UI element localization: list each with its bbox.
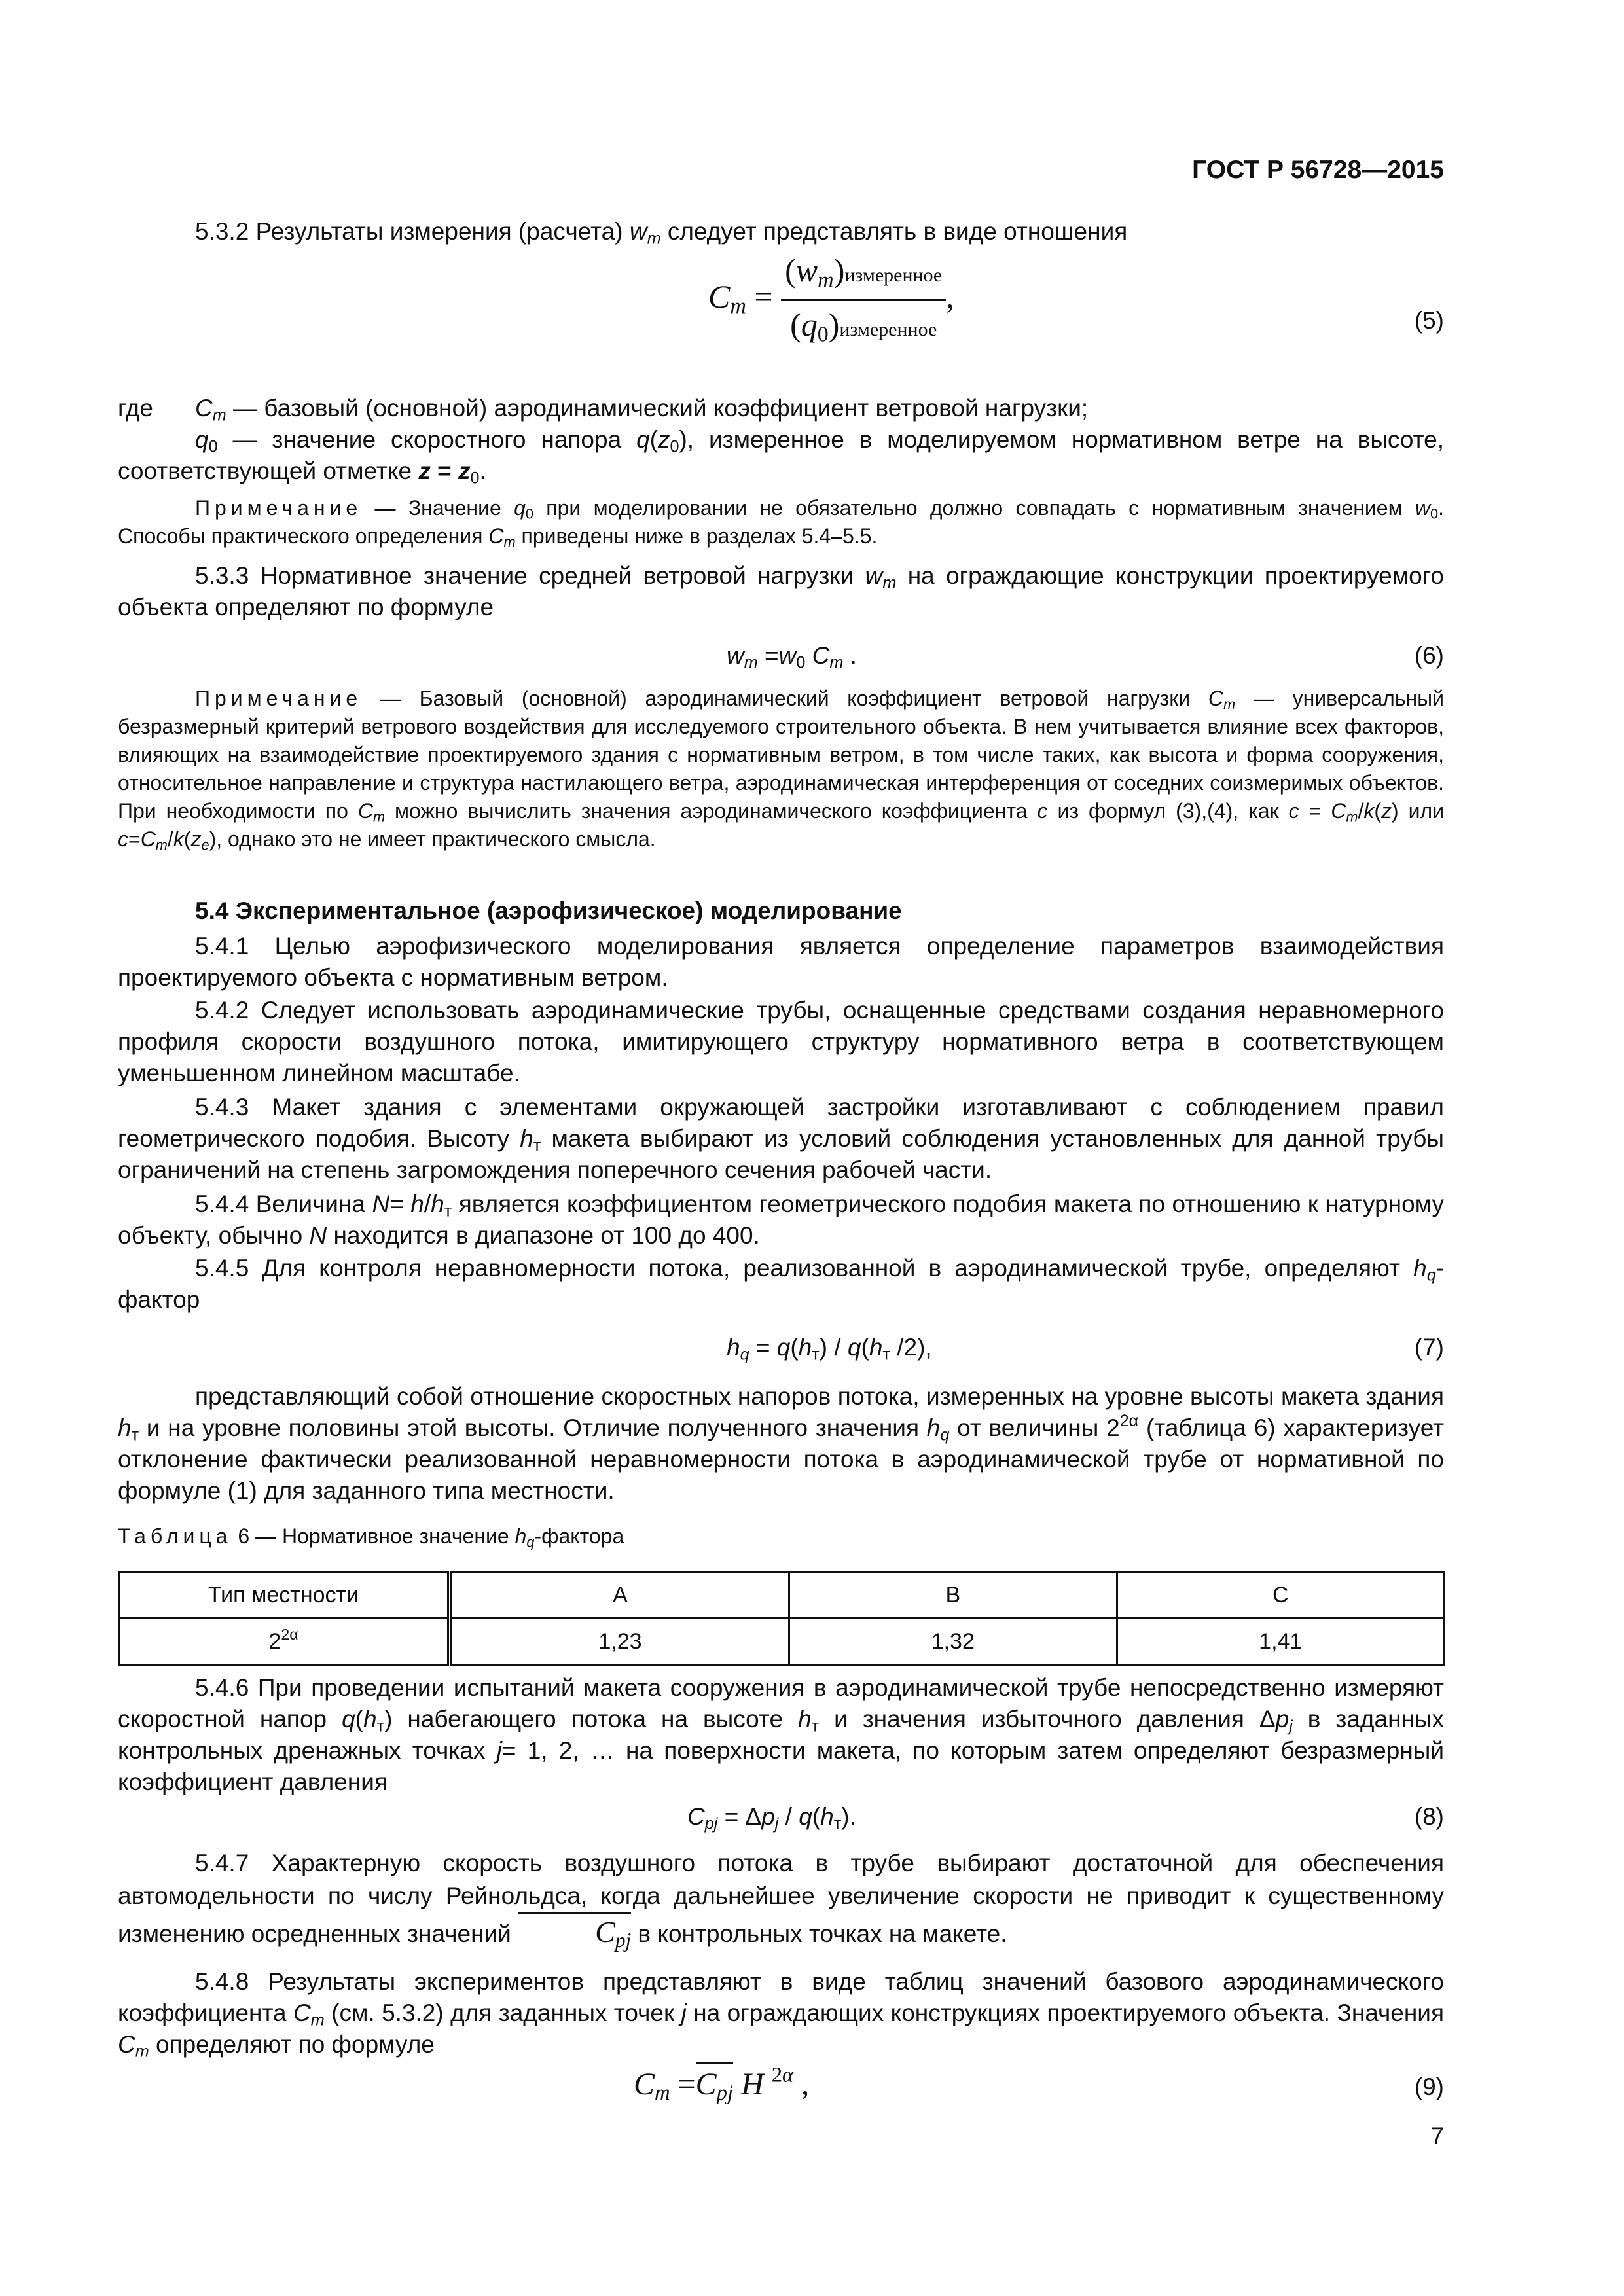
paragraph-5-4-6: 5.4.6 При проведении испытаний макета сооружения в аэродинамической трубе непосредственно измеряют скоростной напор $q(h_т)$ набегающего потока на высоте $h_т$ и значения избыточного давления $\Delta p_j$ в заданных контрольных дренажных точках j= 1, 2, … на поверхности макета, по которым затем определяют безразмерный коэффициент давления	[118, 1674, 1445, 1795]
caption-text: 6 — Нормативное значение	[238, 1524, 509, 1548]
mean-cpj-symbol: $C_{pj}$	[518, 1912, 631, 1948]
note-text: — Значение	[374, 496, 501, 520]
paragraph-text: в контрольных точках на макете.	[638, 1920, 1007, 1947]
table-row-label	[119, 1619, 450, 1665]
paragraph-5-4-5-continued: представляющий собой отношение скоростных напоров потока, измеренных на уровне высоты макета здания $h_т$ и на уровне половины этой высоты. Отличие полученного значения $h_q$ от величины $2^{2\alpha}$ (таблица 6) характеризует отклонение фактически реализованной неравномерности потока в аэродинамической трубе от нормативной по формуле (1) для заданного типа местности.	[118, 1383, 1445, 1504]
paragraph-5-4-5: 5.4.5 Для контроля неравномерности потока, реализованной в аэродинамической трубе, определяют $h_q$-фактор	[118, 1255, 1445, 1313]
note-text: — универсальный безразмерный критерий ветрового воздействия для исследуемого строительного объекта. В нем учитывается влияние всех факторов, влияющих на взаимодействие проектируемого здания с нормативным ветром, в том числе таких, как высота и форма сооружения, относительное направление и структура настилающего ветра, аэродинамическая интерференция от соседних соизмеримых объектов. При необходимости по	[118, 687, 1445, 823]
paragraph-text: 5.4.7 Характерную скорость воздушного потока в трубе выбирают достаточной для обеспечения автомодельности по числу Рейнольдса, когда дальнейшее увеличение скорости не приводит к существенному изменению осредненных значений	[118, 1850, 1444, 1947]
paragraph-text: = 1, 2, … на поверхности макета, по которым затем определяют безразмерный коэффициент давления	[118, 1737, 1445, 1795]
table-cell: 1,41	[1117, 1619, 1444, 1665]
paragraph-text: набегающего потока на высоте	[407, 1706, 784, 1732]
table-header-row	[119, 1572, 1445, 1619]
table-cell: 1,32	[789, 1619, 1117, 1665]
caption-label: Таблица	[118, 1524, 232, 1548]
where-word: где	[118, 395, 154, 422]
row-label-exponent: 2α	[281, 1626, 298, 1643]
paragraph-text: определяют по формуле	[155, 2031, 435, 2058]
paragraph-5-4-8: 5.4.8 Результаты экспериментов представляют в виде таблиц значений базового аэродинамического коэффициента $C_m$ (см. 5.3.2) для заданных точек j на ограждающих конструкциях проектируемого объекта. Значения $C_m$ определяют по формуле	[118, 1968, 1445, 2061]
formula-8: $C_{pj} = \Delta p_j / q(h_т)$.	[687, 1803, 856, 1833]
definition-text: — базовый (основной) аэродинамический коэффициент ветровой нагрузки;	[232, 395, 1089, 422]
row-label-base: 2	[268, 1629, 281, 1654]
paragraph-text: на ограждающих конструкциях проектируемого объекта. Значения	[693, 2000, 1445, 2026]
paragraph-5-3-2: 5.3.2 Результаты измерения (расчета) $w_m$ следует представлять в виде отношения	[195, 218, 1128, 248]
formula-number: (7)	[1414, 1334, 1444, 1361]
note-text: приведены ниже в разделах 5.4–5.5.	[521, 524, 878, 548]
note-text: или	[1408, 799, 1445, 823]
page-number: 7	[1430, 2123, 1444, 2149]
table-caption: Таблица 6 — Нормативное значение $h_q$-фактора	[118, 1524, 624, 1551]
note-2: Примечание — Базовый (основной) аэродинамический коэффициент ветровой нагрузки $C_m$ — универсальный безразмерный критерий ветрового воздействия для исследуемого строительного объекта. В нем учитывается влияние всех факторов, влияющих на взаимодействие проектируемого здания с нормативным ветром, в том числе таких, как высота и форма сооружения, относительное направление и структура настилающего ветра, аэродинамическая интерференция от соседних соизмеримых объектов. При необходимости по $C_m$ можно вычислить значения аэродинамического коэффициента c из формул (3),(4), как $c = C_m/k(z)$ или $c=C_m/k(z_e)$, однако это не имеет практического смысла.	[118, 687, 1445, 853]
paragraph-text: 5.3.2 Результаты измерения (расчета)	[195, 218, 623, 245]
note-label: Примечание	[195, 496, 363, 520]
section-heading-5-4: 5.4 Экспериментальное (аэрофизическое) моделирование	[195, 897, 902, 924]
note-text: при моделировании не обязательно должно совпадать с нормативным значением	[546, 496, 1403, 520]
definition-text: — значение скоростного напора	[232, 426, 622, 453]
formula-9: $C_m =C_{pj}$ H $^{2\alpha}$ ,	[634, 2062, 809, 2104]
table-header-cell: B	[789, 1572, 1117, 1619]
paragraph-text: 5.4.8 Результаты экспериментов представляют в виде таблиц значений базового аэродинамического коэффициента	[118, 1968, 1444, 2026]
paragraph-text: 5.3.3 Нормативное значение средней ветровой нагрузки	[195, 562, 854, 589]
paragraph-text: является коэффициентом геометрического подобия макета по отношению к натурному объекту, обычно	[118, 1191, 1445, 1249]
paragraph-5-4-1: 5.4.1 Целью аэрофизического моделирования является определение параметров взаимодействия проектируемого объекта с нормативным ветром.	[118, 933, 1444, 991]
formula-number: (8)	[1414, 1803, 1444, 1830]
paragraph-text: на ограждающие конструкции проектируемого объекта определяют по формуле	[118, 562, 1445, 620]
paragraph-text: и на уровне половины этой высоты. Отличие полученного значения	[146, 1414, 919, 1441]
paragraph-5-4-2: 5.4.2 Следует использовать аэродинамические трубы, оснащенные средствами создания неравномерного профиля скорости воздушного потока, имитирующего структуру нормативного ветра в соответствующем уменьшенном линейном масштабе.	[118, 997, 1444, 1086]
table-header-cell: C	[1117, 1572, 1444, 1619]
table-6	[118, 1571, 1445, 1666]
note-text: , однако это не имеет практического смысла.	[216, 827, 656, 851]
paragraph-text: 5.4.5 Для контроля неравномерности потока, реализованной в аэродинамической трубе, определяют	[195, 1255, 1400, 1282]
where-cm: $C_m$ — базовый (основной) аэродинамический коэффициент ветровой нагрузки;	[195, 395, 1089, 425]
formula-number: (5)	[1414, 307, 1444, 334]
paragraph-text: и значения избыточного давления	[834, 1706, 1244, 1732]
table-row	[119, 1619, 1445, 1665]
note-text: — Базовый (основной) аэродинамический коэффициент ветровой нагрузки	[380, 687, 1191, 710]
paragraph-text: макета выбирают из условий соблюдения установленных для данной трубы ограничений на степень загромождения поперечного сечения рабочей части.	[118, 1125, 1444, 1183]
note-text: можно вычислить значения аэродинамического коэффициента	[395, 799, 1028, 823]
paragraph-text: представляющий собой отношение скоростных напоров потока, измеренных на уровне высоты макета здания	[195, 1383, 1444, 1410]
standard-designation: ГОСТ Р 56728—2015	[1192, 156, 1444, 184]
paragraph-text: 5.4.6 При проведении испытаний макета сооружения в аэродинамической трубе непосредственно измеряют скоростной напор	[118, 1674, 1444, 1732]
note-text: . Способы практического определения	[118, 496, 1445, 548]
formula-7: $h_q = q(h_т) / q(h_т$ /2),	[727, 1334, 932, 1364]
formula-number: (6)	[1414, 642, 1444, 669]
note-1: Примечание — Значение $q_0$ при моделировании не обязательно должно совпадать с нормативным значением $w_0$. Способы практического определения $C_m$ приведены ниже в разделах 5.4–5.5.	[118, 496, 1445, 550]
table-header-cell: A	[450, 1572, 789, 1619]
paragraph-5-4-4: 5.4.4 Величина $N= h/h_т$ является коэффициентом геометрического подобия макета по отношению к натурному объекту, обычно N находится в диапазоне от 100 до 400.	[118, 1191, 1445, 1249]
formula-6: $w_m =w_0$ $C_m$ .	[727, 642, 857, 672]
paragraph-5-4-3: 5.4.3 Макет здания с элементами окружающей застройки изготавливают с соблюдением правил геометрического подобия. Высоту $h_т$ макета выбирают из условий соблюдения установленных для данной трубы ограничений на степень загромождения поперечного сечения рабочей части.	[118, 1094, 1444, 1183]
definition-text: , измеренное в моделируемом нормативном ветре на высоте, соответствующей отметке	[118, 426, 1444, 484]
paragraph-text: -фактор	[118, 1255, 1445, 1313]
paragraph-text: в заданных контрольных дренажных точках	[118, 1706, 1445, 1764]
paragraph-text: 5.4.4 Величина	[195, 1191, 365, 1217]
caption-text: -фактора	[534, 1524, 624, 1548]
paragraph-5-4-7	[118, 1847, 1444, 1950]
note-text: из формул (3),(4), как	[1057, 799, 1279, 823]
paragraph-text: находится в диапазоне от 100 до 400.	[333, 1222, 760, 1249]
table-cell: 1,23	[450, 1619, 789, 1665]
paragraph-text: (см. 5.3.2) для заданных точек	[331, 2000, 675, 2026]
formula-number: (9)	[1414, 2073, 1444, 2100]
where-q0: $q_0$ — значение скоростного напора $q(z_0)$, измеренное в моделируемом нормативном ветре на высоте, соответствующей отметке $z = z_0$.	[118, 426, 1444, 488]
table-header-cell: Тип местности	[119, 1572, 450, 1619]
paragraph-5-3-3: 5.3.3 Нормативное значение средней ветровой нагрузки $w_m$ на ограждающие конструкции проектируемого объекта определяют по формуле	[118, 562, 1445, 620]
paragraph-text: следует представлять в виде отношения	[667, 218, 1128, 245]
paragraph-text: 5.4.3 Макет здания с элементами окружающей застройки изготавливают с соблюдением правил геометрического подобия. Высоту	[118, 1094, 1444, 1152]
paragraph-text: от величины	[957, 1414, 1099, 1441]
formula-5: $C_m$ = $\frac{(w_m)измеренное}{(q_0)измеренное}$ ,	[708, 252, 954, 347]
note-label: Примечание	[195, 687, 363, 710]
paragraph-text: (таблица 6) характеризует отклонение фактически реализованной неравномерности потока в аэродинамической трубе от нормативной по формуле (1) для заданного типа местности.	[118, 1414, 1445, 1504]
